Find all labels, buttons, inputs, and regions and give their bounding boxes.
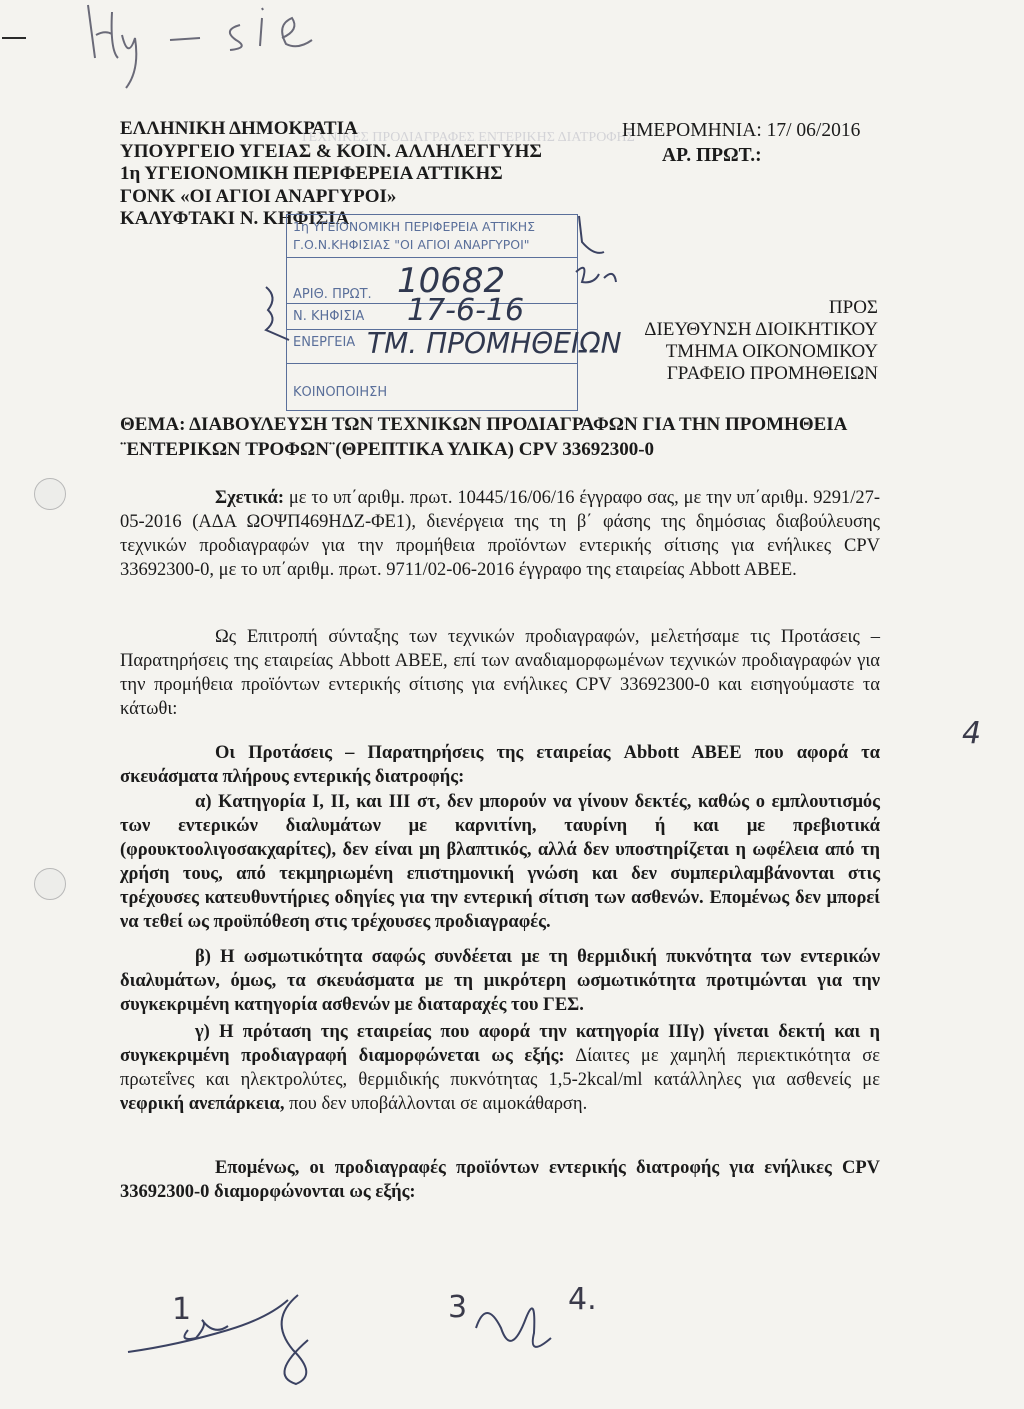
item-c-bold: γ) Η πρόταση της εταιρείας που αφορά την κατηγορία ΙΙΙγ) γίνεται δεκτή και η συγκεκριμένη προδιαγραφή διαμορφώνεται ως εξής: [120,1022,880,1066]
date-block [622,118,860,168]
page-number-4: 4. [568,1282,597,1317]
committee-paragraph: Ως Επιτροπή σύνταξης των τεχνικών προδιαγραφών, μελετήσαμε τις Προτάσεις – Παρατηρήσεις της εταιρείας Abbott ABEE, επί των αναδιαμορφωμένων τεχνικών προδιαγραφών για την προμήθεια προϊόντων εντερικής σίτισης για ενήλικες CPV 33692300-0 και εισηγούμαστε τα κάτωθι: [120,627,880,719]
related-text: με το υπ΄αριθμ. πρωτ. 10445/16/06/16 έγγραφο σας, με την υπ΄αριθμ. 9291/27-05-2016 (ΑΔΑ ΩΟΨΠ469ΗΔΖ-ΦΕ1), διενέργεια της τη β΄ φάσης της δημόσιας διαβούλευσης τεχνικών προδιαγραφών για την προμήθεια προϊόντων εντερικής σίτισης για ενήλικες CPV 33692300-0, με το υπ΄αριθμ. πρωτ. 9711/02-06-2016 έγγραφο της εταιρείας Abbott ABEE. [120,488,880,580]
stamp-line-1: 1η ΥΓΕΙΟΝΟΜΙΚΗ ΠΕΡΙΦΕΡΕΙΑ ΑΤΤΙΚΗΣ [293,219,536,234]
stamp-line-2: Γ.Ο.Ν.ΚΗΦΙΣΙΑΣ "ΟΙ ΑΓΙΟΙ ΑΝΑΡΓΥΡΟΙ" [293,237,530,252]
signature-1 [118,1280,338,1390]
stamp-ar-value: 10682 [397,261,506,301]
stamp-date-value: 17-6-16 [407,293,525,328]
stamp-cc-label: ΚΟΙΝΟΠΟΙΗΣΗ [293,385,388,400]
stamp-ar-label: ΑΡΙΘ. ΠΡΩΤ. [293,287,372,302]
item-c-text-1: Δίαιτες με χαμηλή περιεκτικότητα σε πρωτεΐνες και ηλεκτρολύτες, θερμιδικής πυκνότητας 1,5-2kcal/ml κατάλληλες για ασθενείς με [120,1046,880,1090]
margin-mark: 4 [962,716,982,751]
stamp-dept-value: ΤΜ. ΠΡΟΜΗΘΕΙΩΝ [367,327,622,360]
ref-label: ΑΡ. ΠΡΩΤ.: [662,145,762,166]
recipient-line: ΠΡΟΣ [828,297,878,318]
sender-line: ΚΑΛΥΦΤΑΚΙ Ν. ΚΗΦΙΣΙΑ [120,208,350,229]
page-number-1: 1 [172,1292,192,1327]
sender-line: ΥΠΟΥΡΓΕΙΟ ΥΓΕΙΑΣ & ΚΟΙΝ. ΑΛΛΗΛΕΓΓΥΗΣ [120,140,542,162]
related-paragraph [120,486,880,582]
bleed-through: ΤΕΧΝΙΚΕΣ ΠΡΟΔΙΑΓΡΑΦΕΣ ΕΝΤΕΡΙΚΗΣ ΔΙΑΤΡΟΦΗΣ [300,130,635,145]
recipient-line: ΔΙΕΥΘΥΝΣΗ ΔΙΟΙΚΗΤΙΚΟΥ [644,319,878,340]
sender-line: ΓΟΝΚ «ΟΙ ΑΓΙΟΙ ΑΝΑΡΓΥΡΟΙ» [120,185,397,207]
item-c-bold-2: νεφρική ανεπάρκεια, [120,1094,285,1114]
signature-2 [456,1288,576,1368]
hole-punch [34,478,66,510]
stamp-place-label: Ν. ΚΗΦΙΣΙΑ [293,309,365,324]
item-c [120,1020,880,1116]
remarks-heading: Οι Προτάσεις – Παρατηρήσεις της εταιρείας Abbott ABEE που αφορά τα σκευάσματα πλήρους εντερικής διατροφής: [120,743,880,787]
sender-line: ΕΛΛΗΝΙΚΗ ΔΗΜΟΚΡΑΤΙΑ [120,118,358,139]
sender-line: 1η ΥΓΕΙΟΝΟΜΙΚΗ ΠΕΡΙΦΕΡΕΙΑ ΑΤΤΙΚΗΣ [120,163,503,184]
top-handwriting [0,0,340,95]
date-label: ΗΜΕΡΟΜΗΝΙΑ: 17/ 06/2016 [622,120,861,141]
item-c-text-2: που δεν υποβάλλονται σε αιμοκάθαρση. [284,1094,588,1114]
recipient-line: ΓΡΑΦΕΙΟ ΠΡΟΜΗΘΕΙΩΝ [666,363,878,384]
item-a: α) Κατηγορία Ι, ΙΙ, και ΙΙΙ στ, δεν μπορούν να γίνουν δεκτές, καθώς ο εμπλουτισμός των εντερικών διαλυμάτων με καρνιτίνη, ταυρίνη ή και με πρεβιοτικά (φρουκτοολιγοσακχαρίτες), δεν είναι μη βλαπτικός, αλλά δεν υποστηρίζεται η ωφέλεια από τη χρήση τους, από τεκμηριωμένη επιστημονική γνώση και δεν συμπεριλαμβάνονται στις τρέχουσες κατευθυντήριες οδηγίες για την εντερική σίτιση των ασθενών. Επομένως δεν μπορεί να τεθεί ως προϋπόθεση στις τρέχουσες προδιαγραφές. [120,792,880,932]
recipient-line: ΤΜΗΜΑ ΟΙΚΟΝΟΜΙΚΟΥ [665,341,878,362]
related-label: Σχετικά: [215,488,285,508]
recipient-block [600,297,878,385]
subject-line: ΘΕΜΑ: ΔΙΑΒΟΥΛΕΥΣΗ ΤΩΝ ΤΕΧΝΙΚΩΝ ΠΡΟΔΙΑΓΡΑΦΩΝ ΓΙΑ ΤΗΝ ΠΡΟΜΗΘΕΙΑ ¨ΕΝΤΕΡΙΚΩΝ ΤΡΟΦΩΝ¨(ΘΡΕΠΤΙΚΑ ΥΛΙΚΑ) CPV 33692300-0 [120,414,847,460]
stamp-dept-label: ΕΝΕΡΓΕΙΑ [293,335,356,350]
page-number-3: 3 [448,1290,468,1325]
final-paragraph: Επομένως, οι προδιαγραφές προϊόντων εντερικής διατροφής για ενήλικες CPV 33692300-0 διαμορφώνονται ως εξής: [120,1158,880,1202]
hole-punch [34,868,66,900]
item-b: β) Η ωσμωτικότητα σαφώς συνδέεται με τη θερμιδική πυκνότητα των εντερικών διαλυμάτων, όμως, τα σκευάσματα με τη μικρότερη ωσμωτικότητα προτιμώνται για την συγκεκριμένη κατηγορία ασθενών με διαταραχές του ΓΕΣ. [120,947,880,1015]
